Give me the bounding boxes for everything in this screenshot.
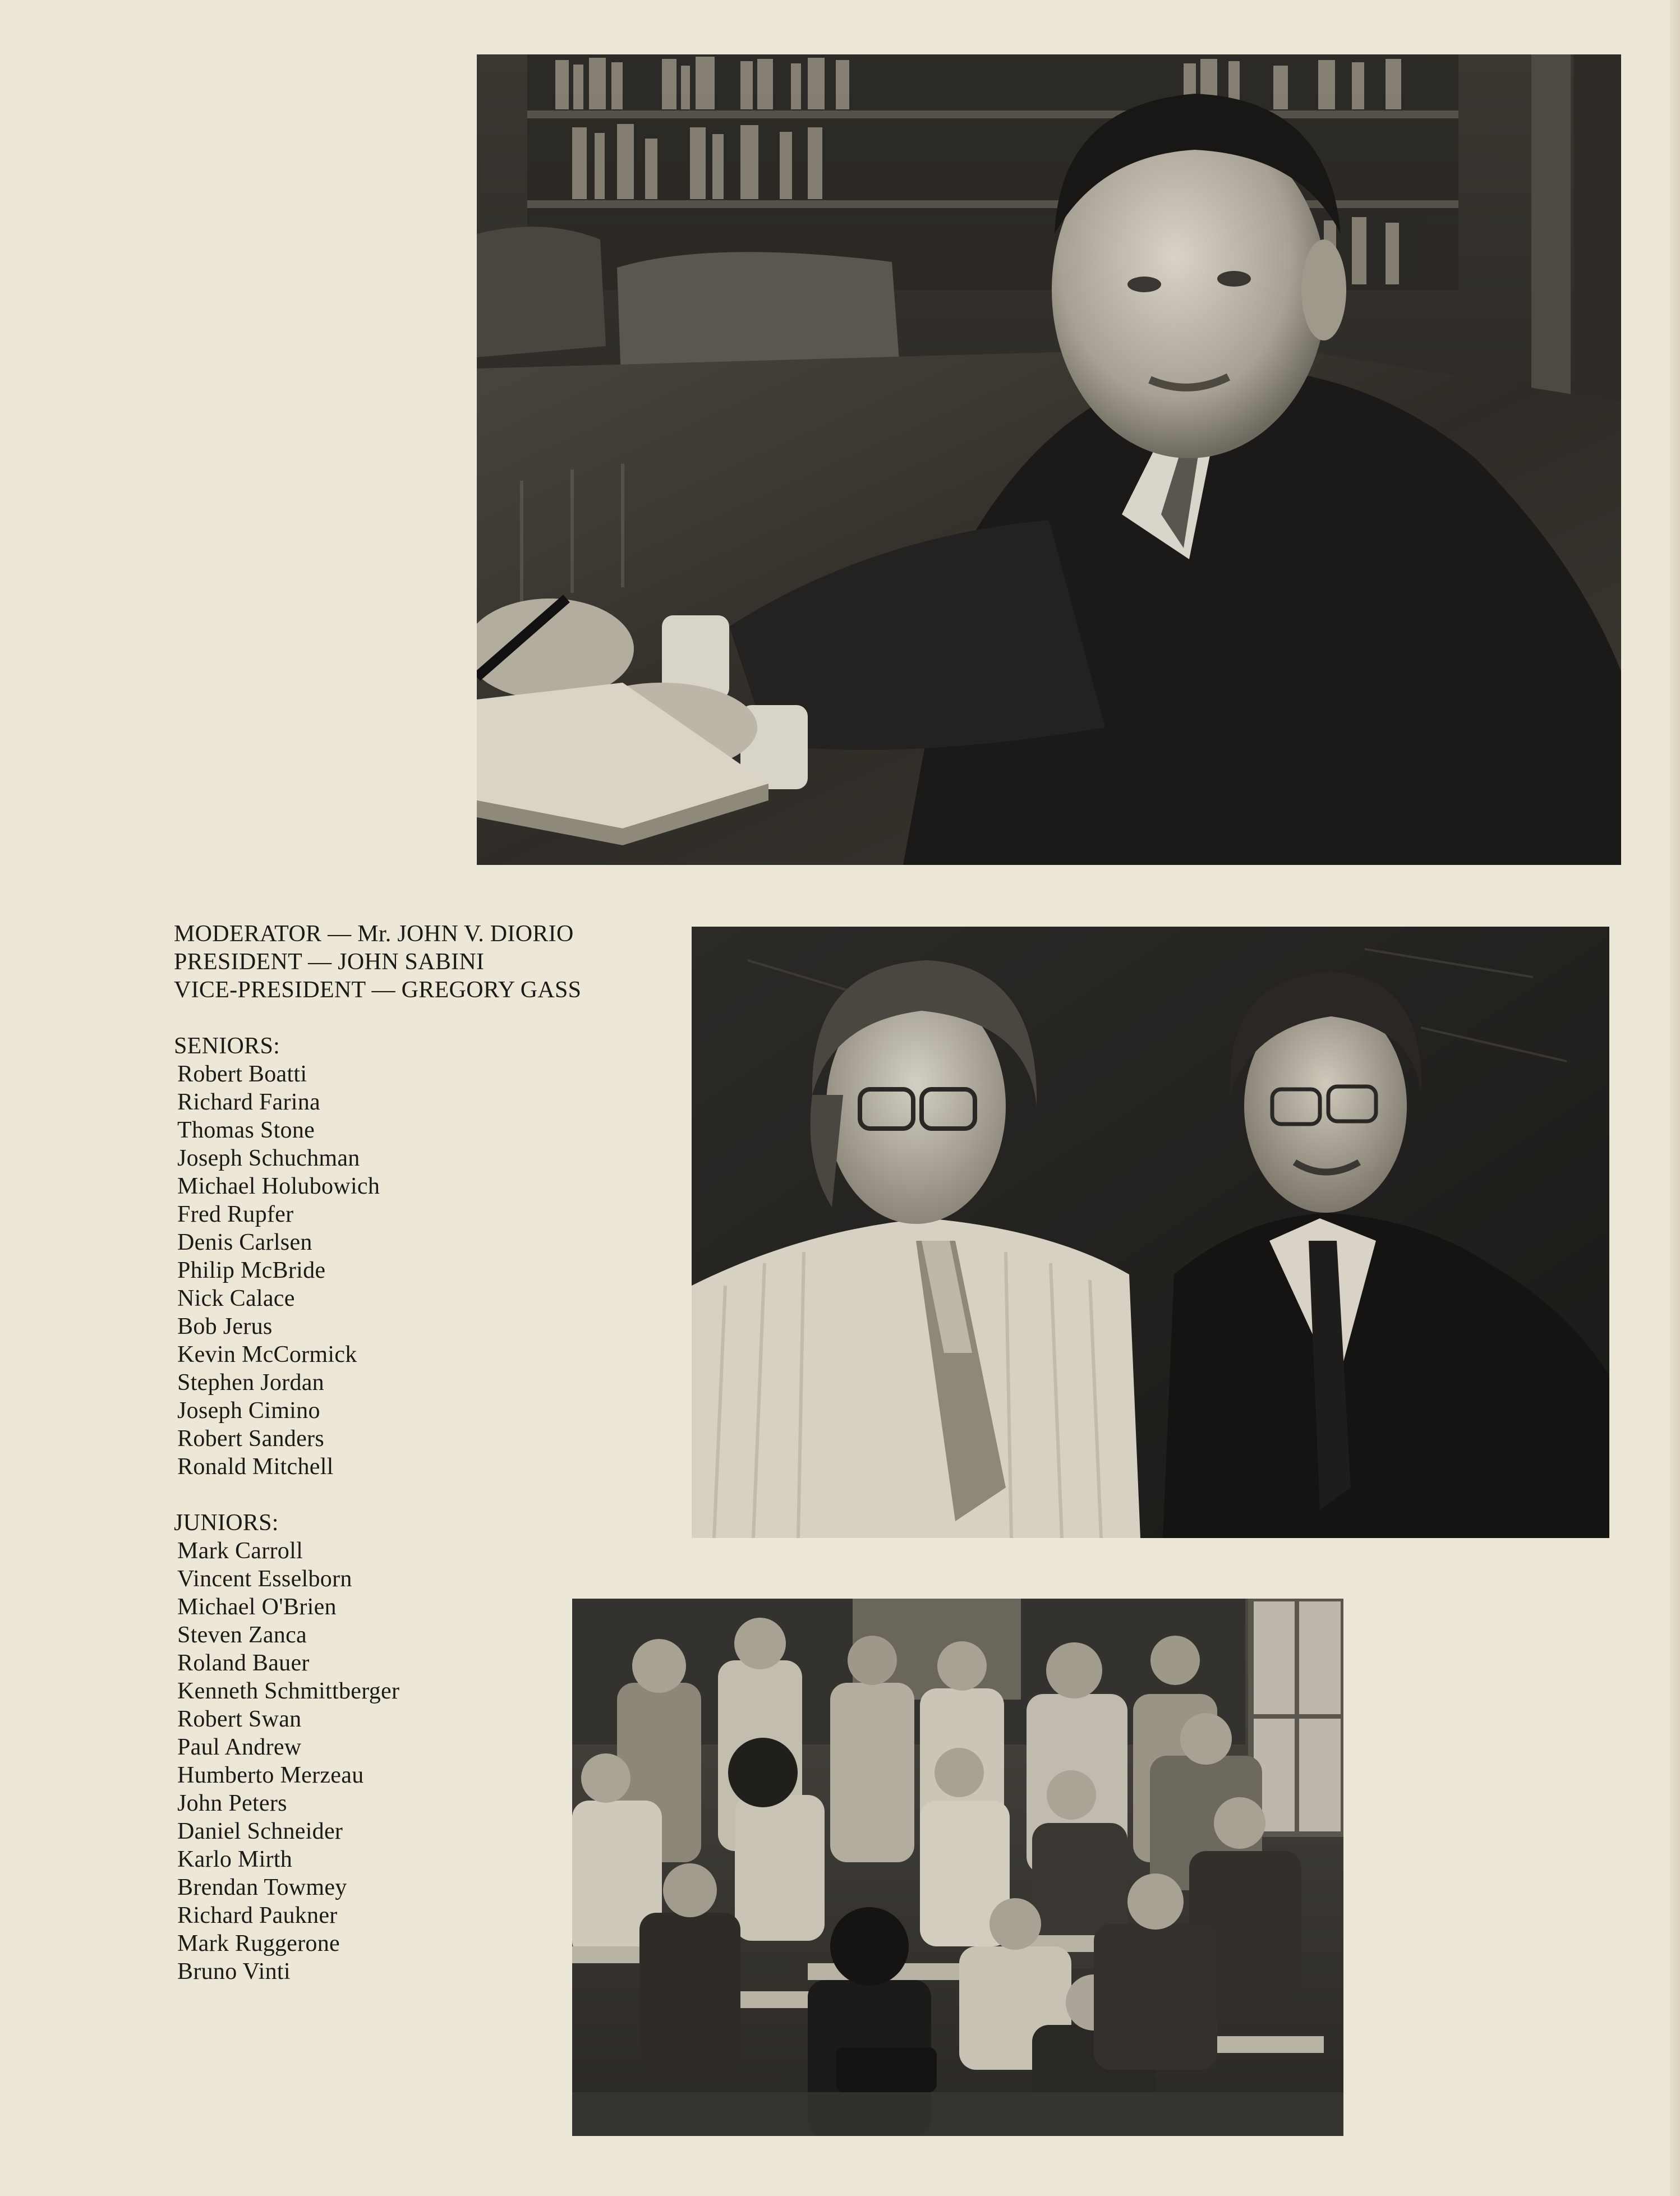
list-item: Richard Farina — [177, 1089, 320, 1115]
list-item: John Peters — [177, 1790, 287, 1816]
list-item: Michael O'Brien — [177, 1594, 337, 1620]
membership-roster — [174, 920, 668, 1986]
list-item: Fred Rupfer — [177, 1201, 294, 1227]
page-edge — [1670, 0, 1680, 2196]
list-item: Humberto Merzeau — [177, 1762, 364, 1788]
list-item: Stephen Jordan — [177, 1370, 324, 1396]
president-line: PRESIDENT — JOHN SABINI — [174, 949, 485, 975]
list-item: Karlo Mirth — [177, 1847, 293, 1872]
list-item: Vincent Esselborn — [177, 1566, 352, 1592]
list-item: Nick Calace — [177, 1286, 295, 1311]
list-item: Roland Bauer — [177, 1650, 310, 1676]
members-group-photo-art — [572, 1599, 1343, 2136]
moderator-photo — [477, 54, 1621, 865]
moderator-line: MODERATOR — Mr. JOHN V. DIORIO — [174, 921, 574, 947]
list-item: Bruno Vinti — [177, 1959, 291, 1985]
list-item: Joseph Cimino — [177, 1398, 320, 1424]
juniors-heading: JUNIORS: — [174, 1510, 279, 1536]
list-item: Robert Sanders — [177, 1426, 324, 1452]
list-item: Daniel Schneider — [177, 1819, 343, 1844]
seniors-list — [174, 1060, 668, 1481]
list-item: Steven Zanca — [177, 1622, 307, 1648]
list-item: Mark Carroll — [177, 1538, 303, 1564]
list-item: Michael Holubowich — [177, 1173, 380, 1199]
list-item: Richard Paukner — [177, 1903, 338, 1928]
list-item: Joseph Schuchman — [177, 1145, 360, 1171]
list-item: Paul Andrew — [177, 1734, 302, 1760]
list-item: Robert Swan — [177, 1706, 302, 1732]
list-item: Thomas Stone — [177, 1117, 315, 1143]
list-item: Bob Jerus — [177, 1314, 273, 1339]
list-item: Denis Carlsen — [177, 1230, 312, 1255]
list-item: Philip McBride — [177, 1258, 326, 1283]
list-item: Ronald Mitchell — [177, 1454, 334, 1480]
moderator-photo-art — [477, 54, 1621, 865]
list-item: Brendan Towmey — [177, 1875, 347, 1900]
seniors-heading: SENIORS: — [174, 1033, 280, 1059]
juniors-list — [174, 1537, 668, 1986]
list-item: Robert Boatti — [177, 1061, 307, 1087]
officers-photo-art — [692, 927, 1609, 1538]
members-group-photo — [572, 1599, 1343, 2136]
list-item: Kenneth Schmittberger — [177, 1678, 400, 1704]
vice-president-line: VICE-PRESIDENT — GREGORY GASS — [174, 977, 582, 1003]
list-item: Mark Ruggerone — [177, 1931, 340, 1956]
list-item: Kevin McCormick — [177, 1342, 357, 1368]
officers-photo — [692, 927, 1609, 1538]
